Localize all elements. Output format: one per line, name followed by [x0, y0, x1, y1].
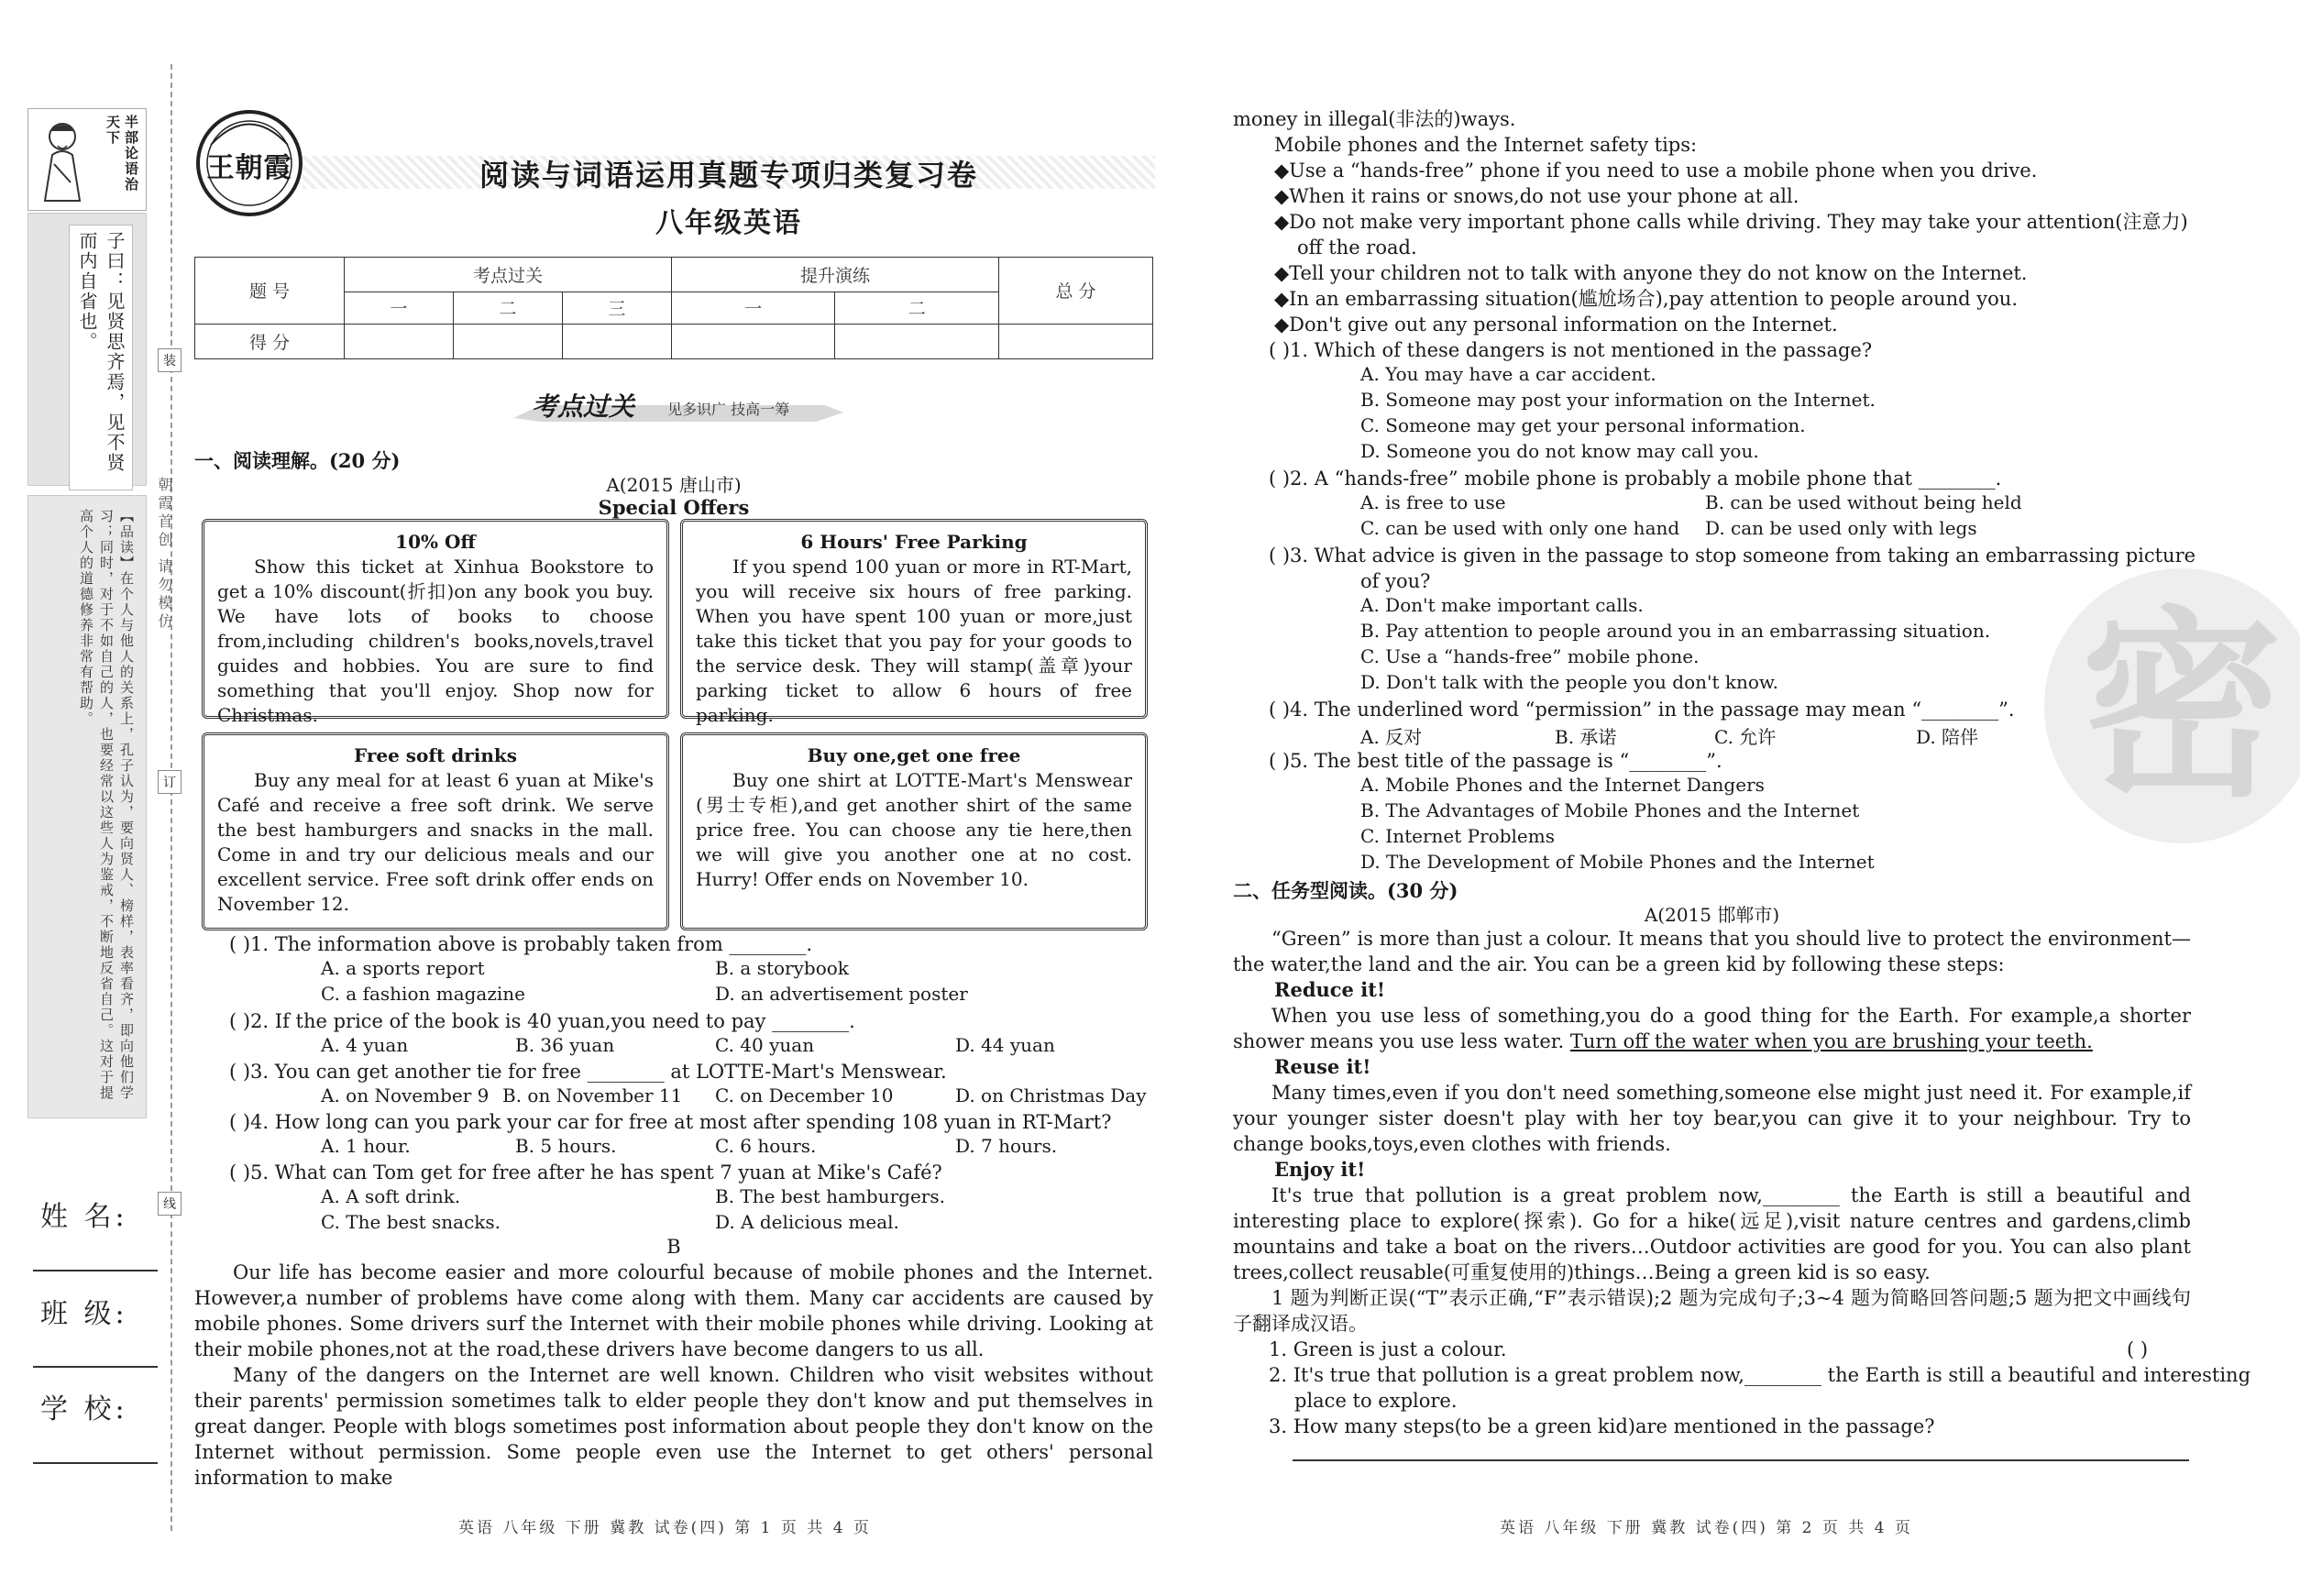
option[interactable]: C. 6 hours.	[715, 1135, 817, 1157]
score-cell-total[interactable]	[999, 324, 1153, 358]
logo-text: 王朝霞	[206, 153, 292, 183]
option[interactable]: C. 40 yuan	[715, 1034, 815, 1056]
binding-mark-3: 线	[158, 1192, 182, 1216]
question-a1[interactable]: ( )1. The information above is probably taken from ________.	[229, 933, 813, 955]
option[interactable]: D. The Development of Mobile Phones and the Internet	[1360, 851, 1875, 873]
question-a2[interactable]: ( )2. If the price of the book is 40 yuan,you need to pay ________.	[229, 1010, 855, 1032]
task-2[interactable]: 2. It's true that pollution is a great problem now,________ the Earth is still a beautiful and interesting	[1269, 1364, 2251, 1386]
option[interactable]: B. can be used without being held	[1705, 491, 2022, 513]
reuse-heading: Reuse it!	[1274, 1055, 1371, 1078]
reuse-paragraph: Many times,even if you don't need something,someone else might just need it. For example,if your younger sister doesn't play with her toy bear,you can give it to your neighbour. Try to change books,toys,even clothes with friends.	[1233, 1082, 2191, 1155]
option[interactable]: A. A soft drink.	[321, 1185, 461, 1207]
page2-continuation: money in illegal(非法的)ways.	[1233, 108, 1516, 130]
question-b2[interactable]: ( )2. A “hands-free” mobile phone is probably a mobile phone that ________.	[1269, 468, 2002, 490]
option[interactable]: D. A delicious meal.	[715, 1211, 899, 1233]
option[interactable]: A. You may have a car accident.	[1360, 363, 1656, 385]
tip-item: ◆Use a “hands-free” phone if you need to use a mobile phone when you drive.	[1274, 160, 2038, 182]
pindu-text: 【品读】在个人与他人的关系上，孔子认为，要向贤人、榜样，表率看齐，即向他们学习；同时，对于不如自己的人，也要经常以这些人为鉴戒，不断地反省自己。这对于提高个人的道德修养非常有帮助。	[78, 509, 135, 1101]
option[interactable]: C. a fashion magazine	[321, 983, 525, 1005]
score-cell-4[interactable]	[671, 324, 834, 358]
option[interactable]: A. Mobile Phones and the Internet Dangers	[1360, 774, 1765, 796]
option[interactable]: B. 5 hours.	[515, 1135, 617, 1157]
option[interactable]: B. The best hamburgers.	[715, 1185, 945, 1207]
option[interactable]: B. on November 11	[502, 1084, 683, 1106]
score-th-total: 总 分	[999, 258, 1153, 325]
section-banner	[513, 385, 843, 429]
offer-title: 6 Hours' Free Parking	[800, 531, 1028, 553]
school-line[interactable]	[33, 1462, 158, 1464]
option[interactable]: D. on Christmas Day	[955, 1084, 1147, 1106]
score-table	[194, 257, 1153, 359]
tips-heading: Mobile phones and the Internet safety tips:	[1274, 134, 1698, 156]
tip-item: ◆Do not make very important phone calls while driving. They may take your attention(注意力)	[1274, 211, 2188, 233]
intro-paragraph: “Green” is more than just a colour. It means that you should live to protect the environment—the water,the land and the air. You can be a green kid by following these steps:	[1233, 928, 2191, 975]
score-cell-2[interactable]	[453, 324, 562, 358]
offer-body: Buy one shirt at LOTTE-Mart's Menswear (男士专柜),and get another shirt of the same price free. You can choose any tie here,then we will give you another one at no cost. Hurry! Offer ends on November 10.	[696, 769, 1132, 890]
confucius-figure	[34, 118, 91, 203]
option[interactable]: C. on December 10	[715, 1084, 894, 1106]
option[interactable]: D. 44 yuan	[955, 1034, 1055, 1056]
option[interactable]: B. The Advantages of Mobile Phones and the Internet	[1360, 799, 1860, 821]
section2-heading: 二、任务型阅读。(30 分)	[1233, 879, 1458, 902]
option[interactable]: C. can be used with only one hand	[1360, 517, 1680, 539]
option[interactable]: D. 陪伴	[1916, 726, 1979, 748]
passage-a-title: Special Offers	[598, 496, 750, 519]
option[interactable]: B. Someone may post your information on the Internet.	[1360, 389, 1876, 411]
question-b3-cont: of you?	[1360, 570, 1431, 592]
watermark: 密	[2044, 568, 2300, 843]
offer-title: Buy one,get one free	[807, 744, 1021, 766]
option[interactable]: D. Someone you do not know may call you.	[1360, 440, 1759, 462]
passage-b-label: B	[666, 1236, 681, 1258]
reduce-heading: Reduce it!	[1274, 978, 1386, 1001]
score-sub-3: 三	[562, 292, 671, 324]
question-b3[interactable]: ( )3. What advice is given in the passage to stop someone from taking an embarrassing picture	[1269, 545, 2196, 567]
tip-item: off the road.	[1297, 237, 1417, 259]
score-th-number: 题 号	[195, 258, 345, 325]
task-instruction: 1 题为判断正误(“T”表示正确,“F”表示错误);2 题为完成句子;3~4 题为简略回答问题;5 题为把文中画线句子翻译成汉语。	[1233, 1287, 2191, 1335]
offer-title: 10% Off	[395, 531, 476, 553]
reduce-paragraph	[1233, 1003, 2191, 1054]
footer-right: 英语 八年级 下册 冀教 试卷(四) 第 2 页 共 4 页	[1500, 1519, 1913, 1537]
question-b5[interactable]: ( )5. The best title of the passage is “________”.	[1269, 750, 1722, 772]
task-1: 1. Green is just a colour.	[1269, 1338, 1507, 1360]
task-1-answer[interactable]: ( )	[2127, 1338, 2149, 1360]
enjoy-heading: Enjoy it!	[1274, 1158, 1366, 1181]
tip-item: ◆In an embarrassing situation(尴尬场合),pay attention to people around you.	[1274, 288, 2019, 310]
score-sub-1: 一	[345, 292, 454, 324]
passage-a-label: A(2015 唐山市)	[606, 474, 742, 496]
option[interactable]: C. 允许	[1714, 726, 1777, 748]
option[interactable]: C. Use a “hands-free” mobile phone.	[1360, 645, 1700, 667]
passage-label: A(2015 邯郸市)	[1644, 904, 1780, 926]
score-cell-3[interactable]	[562, 324, 671, 358]
option[interactable]: A. 反对	[1360, 726, 1423, 748]
option[interactable]: B. 36 yuan	[515, 1034, 615, 1056]
pindu-panel	[28, 495, 147, 1118]
page-title: 阅读与词语运用真题专项归类复习卷	[479, 158, 978, 193]
option[interactable]: D. 7 hours.	[955, 1135, 1058, 1157]
option[interactable]: C. The best snacks.	[321, 1211, 501, 1233]
binding-mark-1: 装	[158, 348, 182, 372]
passage-b-p2: Many of the dangers on the Internet are well known. Children who visit websites without their parents' permission sometimes talk to elder people they don't know and put themselves in great danger. People with blogs sometimes post information about people they don't know on the Internet without permission. Some people even use the Internet to get others' personal information to make	[194, 1364, 1153, 1489]
option[interactable]: A. Don't make important calls.	[1360, 594, 1644, 616]
banner-title: 考点过关	[532, 391, 635, 422]
question-a5[interactable]: ( )5. What can Tom get for free after he has spent 7 yuan at Mike's Café?	[229, 1161, 942, 1183]
school-label: 学 校:	[40, 1393, 128, 1425]
score-cell-5[interactable]	[835, 324, 999, 358]
option[interactable]: B. Pay attention to people around you in an embarrassing situation.	[1360, 620, 1991, 642]
option[interactable]: B. a storybook	[715, 957, 849, 979]
section1-heading: 一、阅读理解。(20 分)	[194, 449, 401, 472]
score-sub-2: 二	[453, 292, 562, 324]
tip-item: ◆Tell your children not to talk with anyone they do not know on the Internet.	[1274, 262, 2028, 284]
page-subtitle: 八年级英语	[655, 207, 802, 239]
option[interactable]: D. an advertisement poster	[715, 983, 968, 1005]
offer-box-shirt	[680, 732, 1148, 930]
option[interactable]: C. Someone may get your personal information.	[1360, 414, 1806, 436]
brand-logo	[194, 108, 304, 218]
option[interactable]: C. Internet Problems	[1360, 825, 1555, 847]
reduce-text: When you use less of something,you do a good thing for the Earth. For example,a shorter shower means you use less water.	[1233, 1005, 2191, 1052]
tip-item: ◆When it rains or snows,do not use your phone at all.	[1274, 185, 1799, 207]
option[interactable]: A. 4 yuan	[321, 1034, 409, 1056]
score-row-label: 得 分	[195, 324, 345, 358]
motto-vertical: 半部论语治天下	[105, 115, 139, 193]
question-a3[interactable]: ( )3. You can get another tie for free ________ at LOTTE-Mart's Menswear.	[229, 1061, 947, 1083]
task-2-cont: place to explore.	[1294, 1390, 1458, 1412]
passage-b-p1: Our life has become easier and more colourful because of mobile phones and the Internet. However,a number of problems have come along with them. Many car accidents are caused by mobile phones. Some drivers surf the Internet with their mobile phones while driving. Looking at their mobile phones,not at the road,these drivers have become dangers to us all.	[194, 1261, 1153, 1360]
binding-line	[171, 64, 172, 1531]
offer-body: If you spend 100 yuan or more in RT-Mart, you will receive six hours of free parking. When you have spent 100 yuan or more,just take this ticket that you pay for your goods to the service desk. They will stamp(盖章)your parking ticket to allow 6 hours of free parking.	[696, 556, 1132, 726]
offer-box-drinks	[202, 732, 669, 930]
question-b4[interactable]: ( )4. The underlined word “permission” in the passage may mean “________”.	[1269, 699, 2015, 721]
option[interactable]: B. 承诺	[1555, 726, 1617, 748]
offer-title: Free soft drinks	[354, 744, 517, 766]
class-line[interactable]	[33, 1366, 158, 1368]
score-cell-1[interactable]	[345, 324, 454, 358]
question-b1[interactable]: ( )1. Which of these dangers is not mentioned in the passage?	[1269, 339, 1873, 361]
option[interactable]: A. is free to use	[1360, 491, 1506, 513]
offer-box-discount	[202, 519, 669, 726]
underlined-sentence: Turn off the water when you are brushing your teeth.	[1569, 1030, 2093, 1052]
score-sub-5: 二	[835, 292, 999, 324]
binding-mark-2: 订	[158, 770, 182, 794]
tip-item: ◆Don't give out any personal information on the Internet.	[1274, 314, 1838, 336]
option[interactable]: D. can be used only with legs	[1705, 517, 1977, 539]
footer-left: 英语 八年级 下册 冀教 试卷(四) 第 1 页 共 4 页	[458, 1519, 872, 1537]
confucius-quote: 子曰：见贤思齐焉，见不贤而内自省也。	[69, 225, 133, 490]
offer-body: Show this ticket at Xinhua Bookstore to get a 10% discount(折扣)on any book you buy. We have lots of books to choose from,including children's books,novels,travel guides and hobbies. You are sure to find something that you'll enjoy. Shop now for Christmas.	[217, 556, 654, 726]
class-label: 班 级:	[40, 1298, 128, 1330]
option[interactable]: D. Don't talk with the people you don't know.	[1360, 671, 1779, 693]
offer-body: Buy any meal for at least 6 yuan at Mike's Café and receive a free soft drink. We serve the best hamburgers and snacks in the mall. Come in and try our delicious meals and our excellent service. Free soft drink offer ends on November 12.	[217, 769, 654, 915]
score-sub-4: 一	[671, 292, 834, 324]
score-th-kaodian: 考点过关	[345, 258, 672, 292]
task-3: 3. How many steps(to be a green kid)are mentioned in the passage?	[1269, 1415, 1935, 1437]
offer-box-parking	[680, 519, 1148, 726]
option[interactable]: A. on November 9	[321, 1084, 490, 1106]
motto-panel	[28, 108, 147, 211]
name-line[interactable]	[33, 1270, 158, 1271]
name-label: 姓 名:	[40, 1201, 128, 1233]
question-a4[interactable]: ( )4. How long can you park your car for free at most after spending 108 yuan in RT-Mart?	[229, 1111, 1112, 1133]
answer-line-3[interactable]	[1293, 1459, 2189, 1461]
side-note: 朝霞首创 请勿模仿	[156, 477, 173, 633]
option[interactable]: A. 1 hour.	[321, 1135, 411, 1157]
banner-sub: 见多识广 技高一筹	[667, 401, 790, 418]
score-th-tisheng: 提升演练	[671, 258, 998, 292]
enjoy-paragraph: It's true that pollution is a great problem now,________ the Earth is still a beautiful and interesting place to explore(探索). Go for a hike(远足),visit nature centres and gardens,climb mountains and take a boat on the rivers…Outdoor activities are good for you. You can also plant trees,collect reusable(可重复使用的)things…Being a green kid is so easy.	[1233, 1184, 2191, 1283]
quote-panel	[28, 213, 147, 486]
option[interactable]: A. a sports report	[321, 957, 485, 979]
